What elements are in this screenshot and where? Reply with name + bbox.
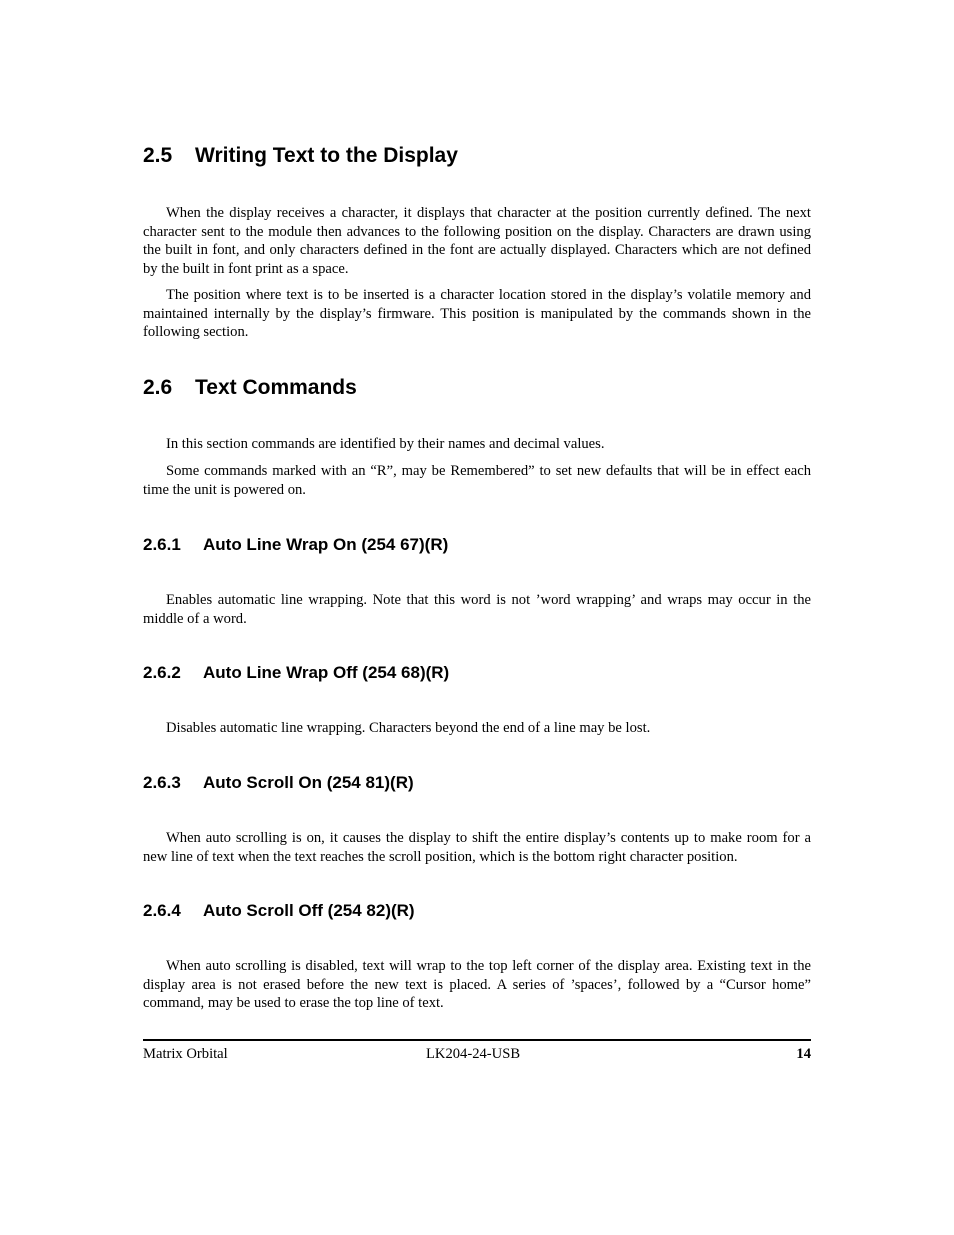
- footer-rule: [143, 1039, 811, 1041]
- subsection-title: Auto Line Wrap Off (254 68)(R): [203, 663, 450, 682]
- section-heading-2-6: [143, 375, 357, 401]
- paragraph: The position where text is to be inserted is a character location stored in the display’s volatile memory and maintained internally by the display’s firmware. This position is manipulated by the commands shown in the following section.: [143, 287, 811, 341]
- paragraph: Some commands marked with an “R”, may be Remembered” to set new defaults that will be in effect each time the unit is powered on.: [143, 463, 811, 498]
- paragraph: When the display receives a character, it displays that character at the position currently defined. The next character sent to the module then advances to the following position on the display. Characters are drawn using the built in font, and only characters defined in the font are actually displayed. Characters which are not defined by the built in font print as a space.: [143, 205, 811, 277]
- subsection-heading-2-6-1: [143, 534, 448, 556]
- paragraph: When auto scrolling is disabled, text will wrap to the top left corner of the display area. Existing text in the display area is not erased before the new text is placed. A series of ’spaces’, followed by a “Cursor home” command, may be used to erase the top line of text.: [143, 958, 811, 1012]
- subsection-number: 2.6.3: [143, 773, 181, 792]
- page-number: 14: [796, 1046, 811, 1062]
- subsection-heading-2-6-4: [143, 900, 415, 922]
- footer-company: Matrix Orbital: [143, 1046, 228, 1062]
- subsection-number: 2.6.4: [143, 901, 181, 920]
- subsection-number: 2.6.1: [143, 535, 181, 554]
- section-heading-2-5: [143, 143, 458, 169]
- paragraph: When auto scrolling is on, it causes the display to shift the entire display’s contents up to make room for a new line of text when the text reaches the scroll position, which is the bottom right character position.: [143, 830, 811, 865]
- section-title: Writing Text to the Display: [195, 144, 458, 167]
- footer-model: LK204-24-USB: [426, 1046, 521, 1062]
- subsection-title: Auto Line Wrap On (254 67)(R): [203, 535, 449, 554]
- section-number: 2.5: [143, 144, 173, 167]
- subsection-heading-2-6-2: [143, 662, 449, 684]
- section-number: 2.6: [143, 376, 173, 399]
- subsection-title: Auto Scroll On (254 81)(R): [203, 773, 414, 792]
- paragraph: In this section commands are identified by their names and decimal values.: [166, 436, 605, 452]
- section-title: Text Commands: [195, 376, 357, 399]
- paragraph: Disables automatic line wrapping. Characters beyond the end of a line may be lost.: [166, 720, 651, 736]
- subsection-number: 2.6.2: [143, 663, 181, 682]
- subsection-title: Auto Scroll Off (254 82)(R): [203, 901, 415, 920]
- subsection-heading-2-6-3: [143, 772, 414, 794]
- paragraph: Enables automatic line wrapping. Note that this word is not ’word wrapping’ and wraps may occur in the middle of a word.: [143, 592, 811, 627]
